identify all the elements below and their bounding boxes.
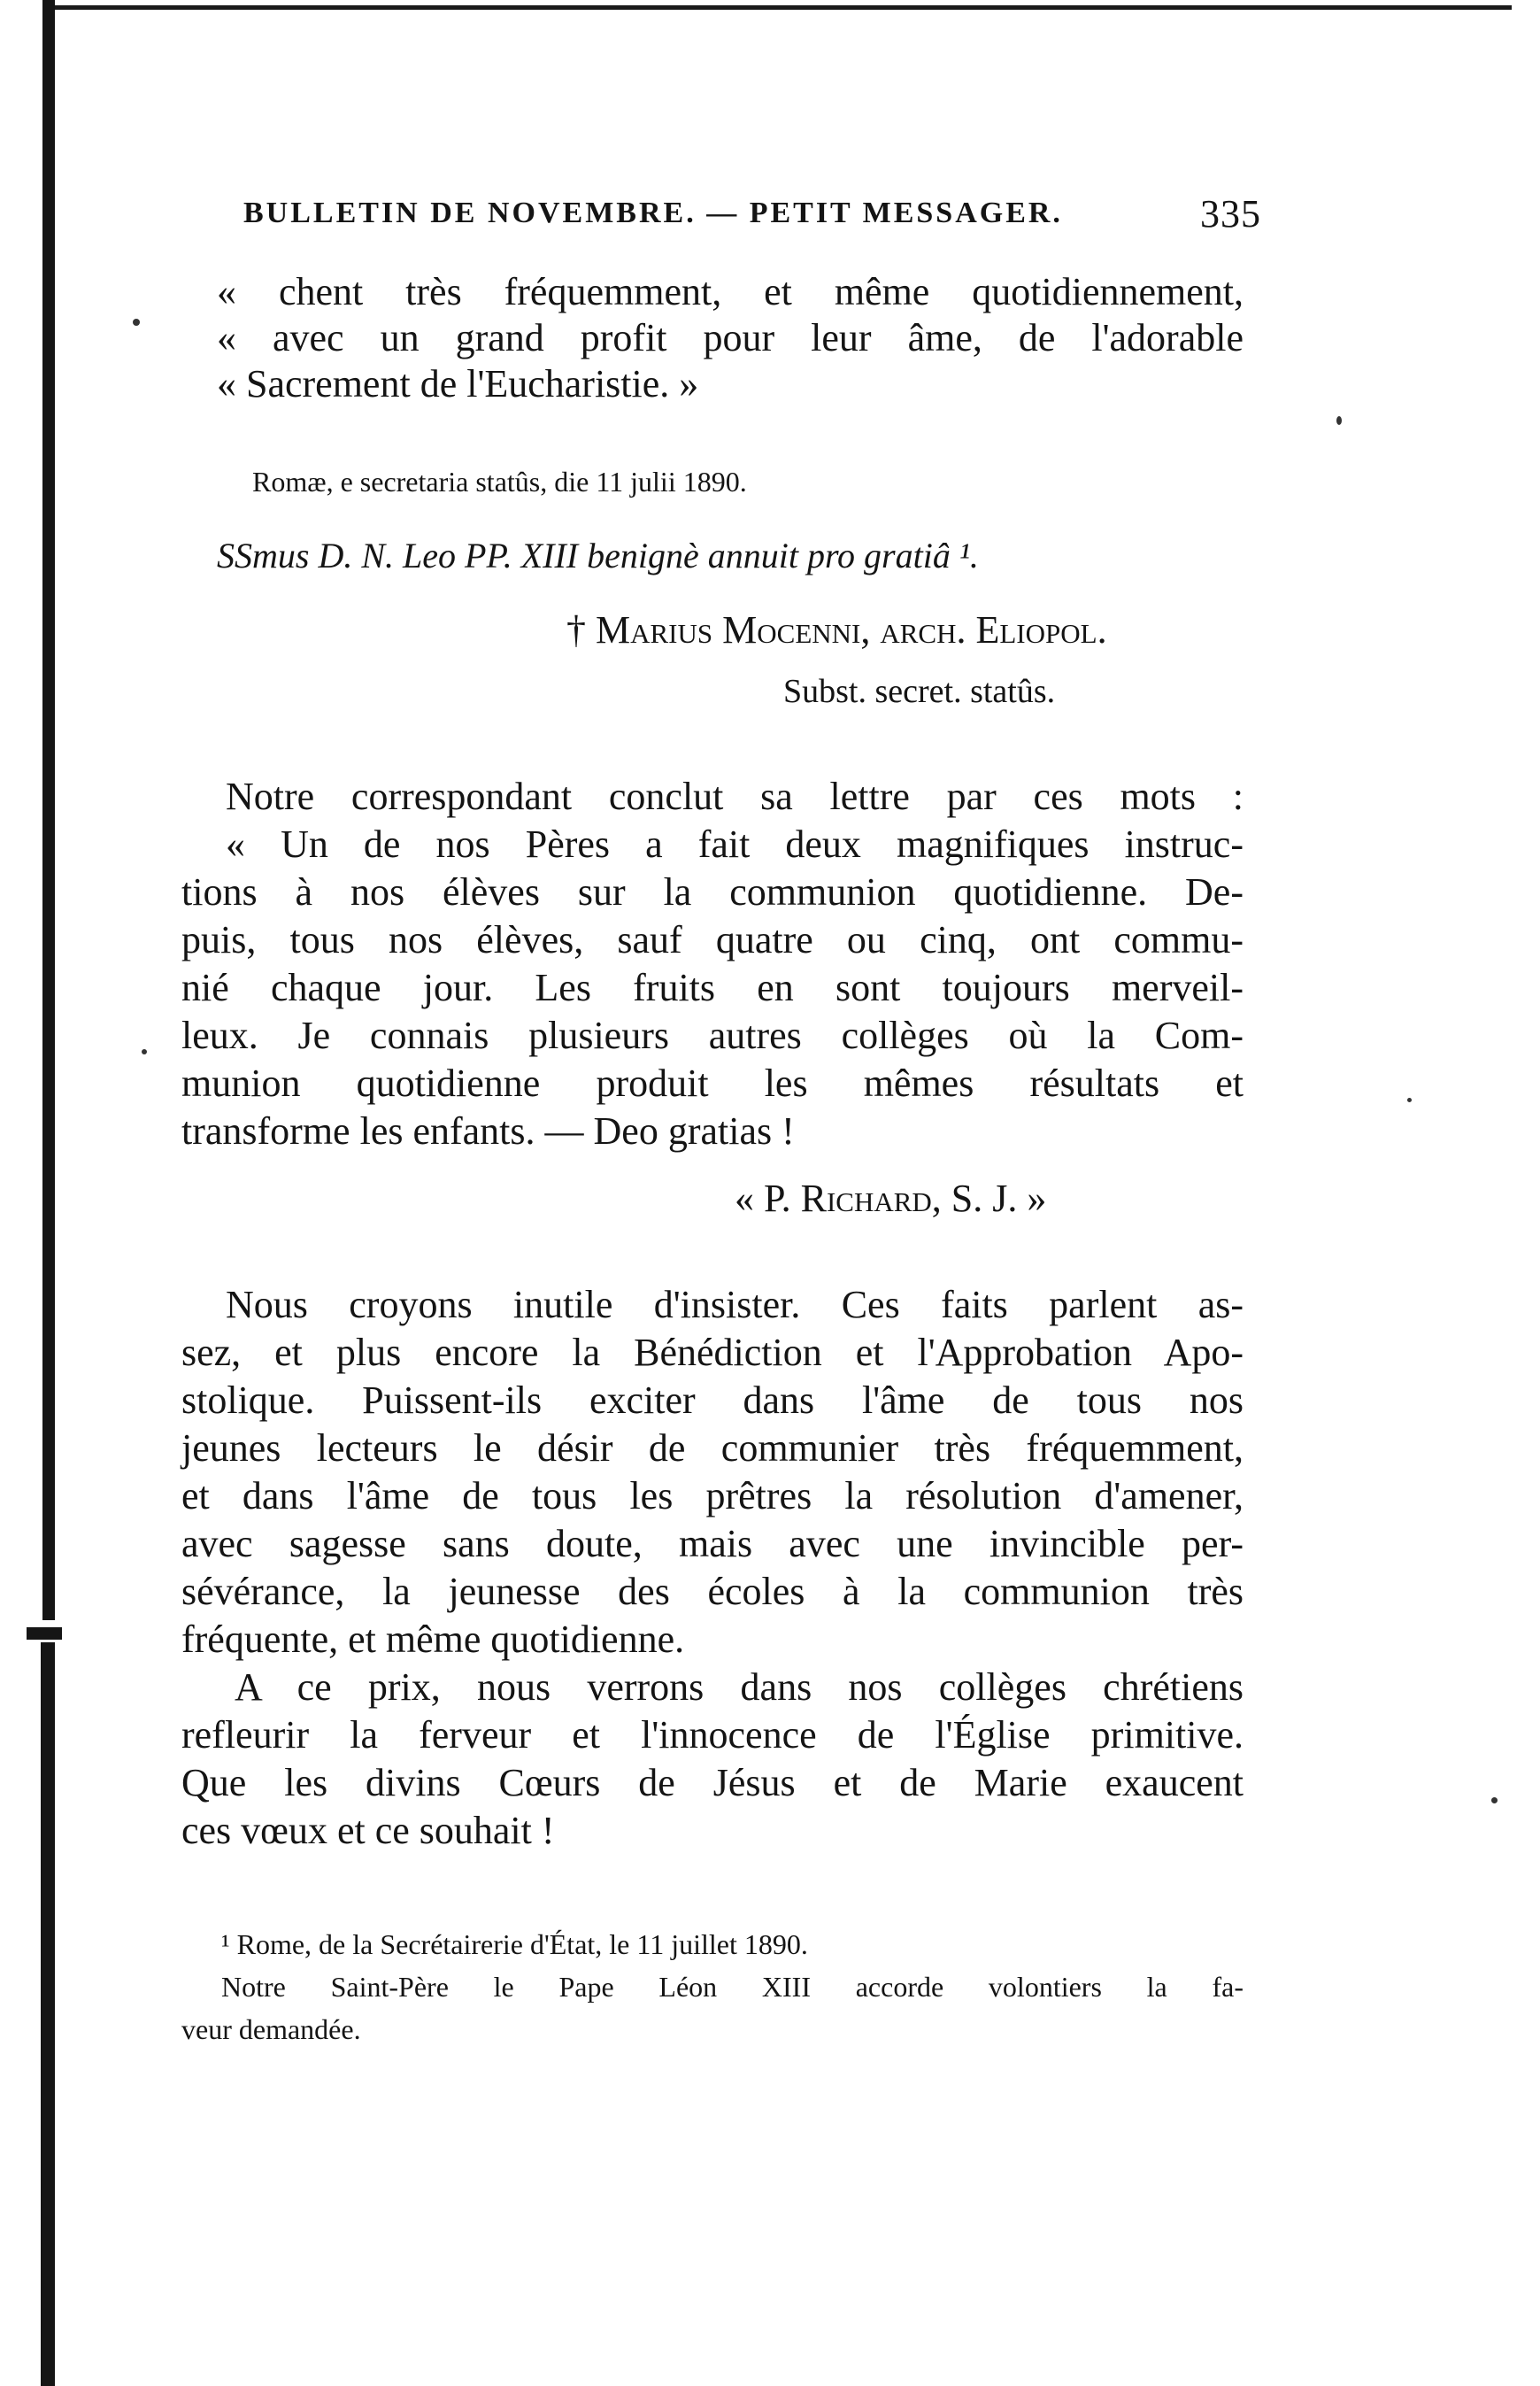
correspondent-line-5: nié chaque jour. Les fruits en sont toujours merveil-: [181, 966, 1244, 1009]
page-binding-notch: [27, 1627, 62, 1640]
letter-line-3: « Sacrement de l'Eucharistie. »: [217, 362, 699, 405]
scan-speck: [1336, 416, 1342, 425]
signature-name: † Marius Mocenni, arch. Eliopol.: [566, 608, 1107, 652]
scan-speck: [1407, 1098, 1412, 1102]
scan-speck: [1491, 1797, 1498, 1803]
dateline: Romæ, e secretaria statûs, die 11 julii 1890.: [252, 466, 747, 498]
correspondent-line-8: transforme les enfants. — Deo gratias !: [181, 1109, 795, 1153]
correspondent-line-7: munion quotidienne produit les mêmes résultats et: [181, 1062, 1244, 1105]
footnote-line-3: veur demandée.: [181, 2013, 361, 2045]
conclusion-line-2: sez, et plus encore la Bénédiction et l'Approbation Apo-: [181, 1331, 1244, 1374]
running-head-title: BULLETIN DE NOVEMBRE. — PETIT MESSAGER.: [243, 197, 1063, 229]
conclusion-line-1: Nous croyons inutile d'insister. Ces faits parlent as-: [226, 1283, 1244, 1326]
footnote-line-2: Notre Saint-Père le Pape Léon XIII accorde volontiers la fa-: [221, 1971, 1244, 2003]
page-binding-edge-lower: [41, 1642, 55, 2386]
conclusion-line-12: ces vœux et ce souhait !: [181, 1809, 555, 1852]
running-head: [243, 192, 1261, 236]
scan-speck: [142, 1049, 147, 1054]
page-number: 335: [1200, 192, 1261, 236]
conclusion-line-3: stolique. Puissent-ils exciter dans l'âme de tous nos: [181, 1378, 1244, 1422]
scan-speck: [133, 319, 140, 326]
conclusion-line-11: Que les divins Cœurs de Jésus et de Marie exaucent: [181, 1761, 1244, 1804]
conclusion-line-4: jeunes lecteurs le désir de communier très fréquemment,: [181, 1426, 1244, 1470]
correspondent-signature: « P. Richard, S. J. »: [735, 1177, 1047, 1220]
signature-title: Subst. secret. statûs.: [783, 673, 1056, 710]
page-binding-edge: [42, 0, 55, 1620]
letter-line-2: « avec un grand profit pour leur âme, de l'adorable: [217, 316, 1244, 359]
correspondent-line-1: Notre correspondant conclut sa lettre par ces mots :: [226, 775, 1244, 818]
correspondent-line-6: leux. Je connais plusieurs autres collèges où la Com-: [181, 1014, 1244, 1057]
conclusion-line-6: avec sagesse sans doute, mais avec une invincible per-: [181, 1522, 1244, 1565]
conclusion-line-5: et dans l'âme de tous les prêtres la résolution d'amener,: [181, 1474, 1244, 1517]
letter-line-1: « chent très fréquemment, et même quotidiennement,: [217, 270, 1244, 313]
correspondent-line-3: tions à nos élèves sur la communion quotidienne. De-: [181, 870, 1244, 914]
conclusion-line-10: refleurir la ferveur et l'innocence de l'Église primitive.: [181, 1713, 1244, 1757]
page-top-rule: [42, 5, 1512, 10]
conclusion-line-7: sévérance, la jeunesse des écoles à la communion très: [181, 1570, 1244, 1613]
rescript: SSmus D. N. Leo PP. XIII benignè annuit pro gratiâ ¹.: [217, 536, 979, 575]
footnote-line-1: ¹ Rome, de la Secrétairerie d'État, le 11 juillet 1890.: [221, 1928, 808, 1960]
conclusion-line-9: A ce prix, nous verrons dans nos collèges chrétiens: [235, 1665, 1244, 1709]
correspondent-line-2: « Un de nos Pères a fait deux magnifiques instruc-: [226, 822, 1244, 866]
correspondent-line-4: puis, tous nos élèves, sauf quatre ou cinq, ont commu-: [181, 918, 1244, 961]
conclusion-line-8: fréquente, et même quotidienne.: [181, 1618, 685, 1661]
